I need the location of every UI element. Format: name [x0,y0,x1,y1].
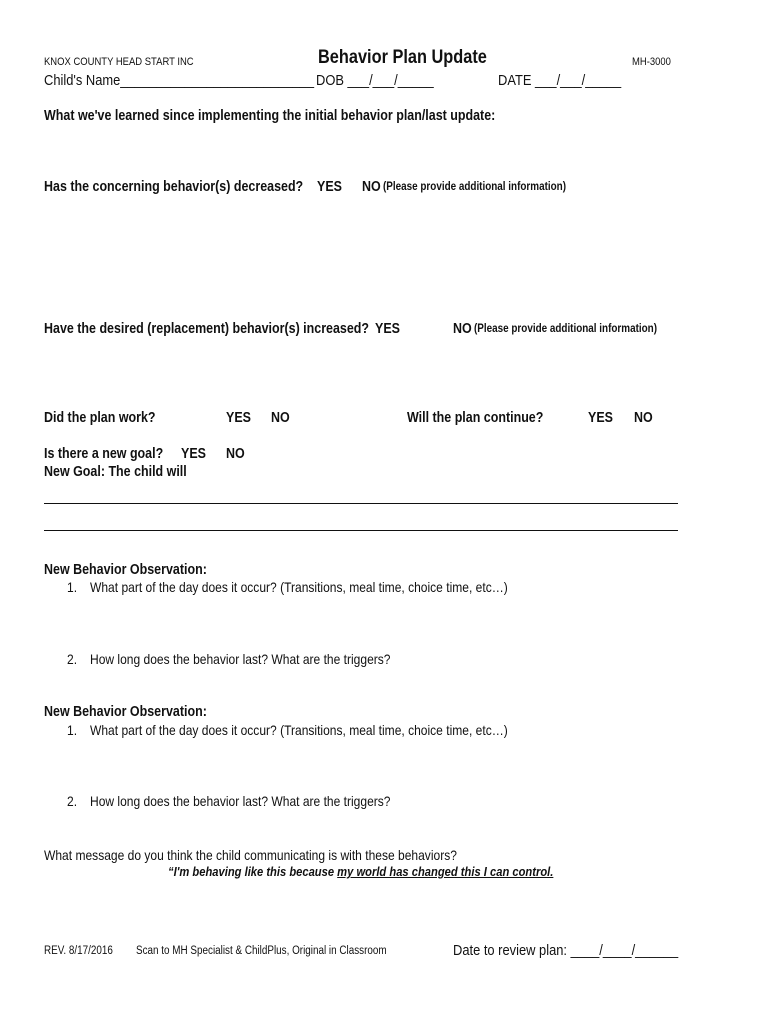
quote [168,864,616,879]
review-date-label: Date to review plan: [453,942,568,959]
dob-field[interactable] [316,72,453,89]
learned-question: What we've learned since implementing the initial behavior plan/last update: [44,108,496,124]
new-goal-line-1[interactable] [44,503,678,504]
dob-blank[interactable]: ___/___/_____ [347,72,434,89]
plan-continue-question: Will the plan continue? [407,410,544,426]
plan-work-question: Did the plan work? [44,410,156,426]
increased-question: Have the desired (replacement) behavior(s) increased? [44,321,370,337]
plan-continue-yes-option[interactable]: YES [588,410,613,426]
observation-2-item-1-number: 1. [67,722,78,738]
decreased-question: Has the concerning behavior(s) decreased? [44,179,304,195]
new-goal-question: Is there a new goal? [44,446,164,462]
new-goal-no-option[interactable]: NO [226,446,245,462]
date-label: DATE [498,72,532,89]
plan-continue-no-option[interactable]: NO [634,410,653,426]
decreased-note: (Please provide additional information) [383,181,566,193]
child-name-field[interactable] [44,72,358,89]
decreased-yes-option[interactable]: YES [317,179,342,195]
quote-underlined: my world has changed this I can control. [337,864,554,879]
observation-1-item-1-text: What part of the day does it occur? (Transitions, meal time, choice time, etc…) [90,579,508,595]
message-question: What message do you think the child communicating is with these behaviors? [44,847,457,863]
review-date-field[interactable] [453,942,715,959]
revision-date: REV. 8/17/2016 [44,945,113,957]
decreased-no-option[interactable]: NO [362,179,381,195]
child-name-blank[interactable]: ___________________________ [120,72,315,89]
new-goal-label: New Goal: The child will [44,464,187,480]
observation-1-heading: New Behavior Observation: [44,562,207,578]
date-field[interactable] [498,72,641,89]
child-name-label: Child's Name [44,72,121,89]
observation-2-item-1-text: What part of the day does it occur? (Transitions, meal time, choice time, etc…) [90,722,508,738]
organization-name: KNOX COUNTY HEAD START INC [44,56,194,68]
new-goal-line-2[interactable] [44,530,678,531]
observation-2-heading: New Behavior Observation: [44,704,207,720]
increased-no-option[interactable]: NO [453,321,472,337]
form-title: Behavior Plan Update [318,47,487,68]
observation-1-item-2-text: How long does the behavior last? What are the triggers? [90,651,391,667]
review-date-blank[interactable]: ____/____/______ [570,942,679,959]
new-goal-yes-option[interactable]: YES [181,446,206,462]
date-blank[interactable]: ___/___/_____ [535,72,622,89]
increased-note: (Please provide additional information) [474,323,657,335]
dob-label: DOB [316,72,344,89]
routing-instructions: Scan to MH Specialist & ChildPlus, Original in Classroom [136,945,387,957]
observation-2-item-2-number: 2. [67,793,78,809]
form-number: MH-3000 [632,56,671,68]
observation-2-item-2-text: How long does the behavior last? What are the triggers? [90,793,391,809]
plan-work-yes-option[interactable]: YES [226,410,251,426]
plan-work-no-option[interactable]: NO [271,410,290,426]
observation-1-item-1-number: 1. [67,579,78,595]
increased-yes-option[interactable]: YES [375,321,400,337]
quote-prefix: “I'm behaving like this because [168,864,338,879]
observation-1-item-2-number: 2. [67,651,78,667]
